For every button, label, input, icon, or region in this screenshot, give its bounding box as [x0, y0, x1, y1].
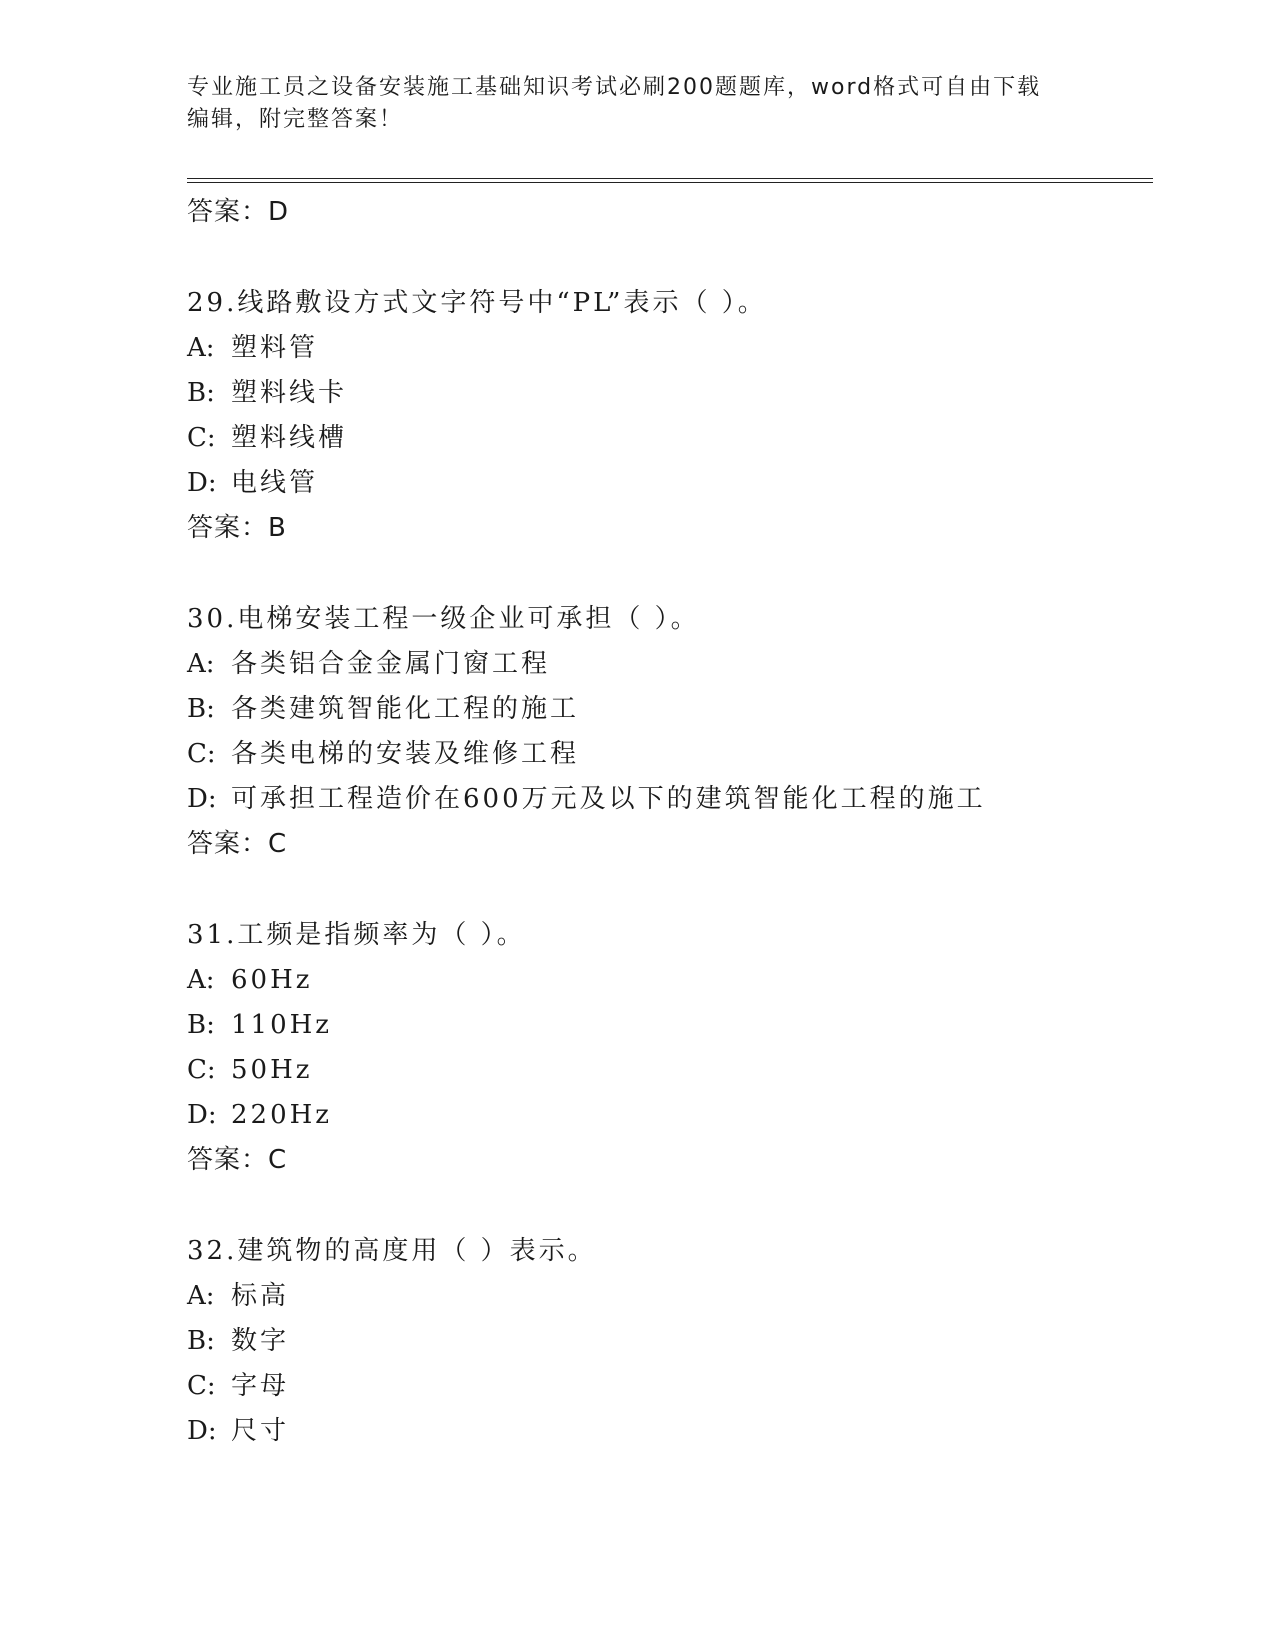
option-letter: A: [187, 1281, 215, 1311]
option-text: 110Hz [231, 1010, 332, 1040]
option-letter: D: [187, 468, 217, 498]
option-b [187, 1319, 1167, 1364]
answer-line: 答案：B [187, 513, 287, 543]
question-block [187, 597, 1167, 867]
option-b [187, 371, 1167, 416]
document-header [187, 72, 1067, 136]
option-d [187, 777, 1167, 822]
answer-line: 答案：C [187, 829, 288, 859]
option-text: 尺寸 [231, 1416, 290, 1446]
question-block [187, 281, 1167, 551]
option-text: 塑料线卡 [231, 378, 348, 408]
option-a [187, 326, 1167, 371]
option-letter: B: [187, 1010, 215, 1040]
question-text: 30.电梯安装工程一级企业可承担（ ）。 [187, 604, 700, 634]
question-text: 29.线路敷设方式文字符号中“PL”表示（ ）。 [187, 288, 767, 318]
option-a [187, 1274, 1167, 1319]
answer-line: 答案：D [187, 197, 290, 227]
option-c [187, 1364, 1167, 1409]
question-block [187, 1229, 1167, 1454]
option-letter: D: [187, 1416, 217, 1446]
header-divider-bottom [187, 182, 1153, 183]
option-letter: C: [187, 423, 216, 453]
header-line-2: 编辑，附完整答案！ [187, 107, 404, 132]
option-letter: D: [187, 784, 217, 814]
option-b [187, 687, 1167, 732]
option-c [187, 416, 1167, 461]
option-text: 220Hz [231, 1100, 332, 1130]
option-text: 数字 [231, 1326, 290, 1356]
option-text: 电线管 [231, 468, 319, 498]
option-text: 字母 [231, 1371, 290, 1401]
option-letter: C: [187, 739, 216, 769]
option-letter: C: [187, 1371, 216, 1401]
option-d [187, 1409, 1167, 1454]
header-line-1: 专业施工员之设备安装施工基础知识考试必刷200题题库，word格式可自由下载 [187, 75, 1042, 100]
question-list [187, 190, 1167, 1454]
question-text: 32.建筑物的高度用（ ）表示。 [187, 1236, 597, 1266]
option-b [187, 1003, 1167, 1048]
option-letter: A: [187, 965, 215, 995]
header-divider-top [187, 178, 1153, 179]
option-text: 可承担工程造价在600万元及以下的建筑智能化工程的施工 [231, 784, 986, 814]
question-text: 31.工频是指频率为（ ）。 [187, 920, 526, 950]
option-letter: D: [187, 1100, 217, 1130]
option-letter: C: [187, 1055, 216, 1085]
option-text: 塑料线槽 [231, 423, 348, 453]
option-letter: B: [187, 378, 215, 408]
option-letter: B: [187, 694, 215, 724]
question-block [187, 913, 1167, 1183]
option-text: 各类铝合金金属门窗工程 [231, 649, 551, 679]
option-a [187, 958, 1167, 1003]
option-text: 60Hz [231, 965, 313, 995]
option-text: 各类建筑智能化工程的施工 [231, 694, 580, 724]
option-text: 塑料管 [231, 333, 319, 363]
option-text: 50Hz [231, 1055, 313, 1085]
option-text: 标高 [231, 1281, 290, 1311]
option-letter: B: [187, 1326, 215, 1356]
option-d [187, 461, 1167, 506]
option-c [187, 1048, 1167, 1093]
option-text: 各类电梯的安装及维修工程 [231, 739, 580, 769]
answer-line: 答案：C [187, 1145, 288, 1175]
option-letter: A: [187, 333, 215, 363]
option-letter: A: [187, 649, 215, 679]
option-c [187, 732, 1167, 777]
option-d [187, 1093, 1167, 1138]
option-a [187, 642, 1167, 687]
